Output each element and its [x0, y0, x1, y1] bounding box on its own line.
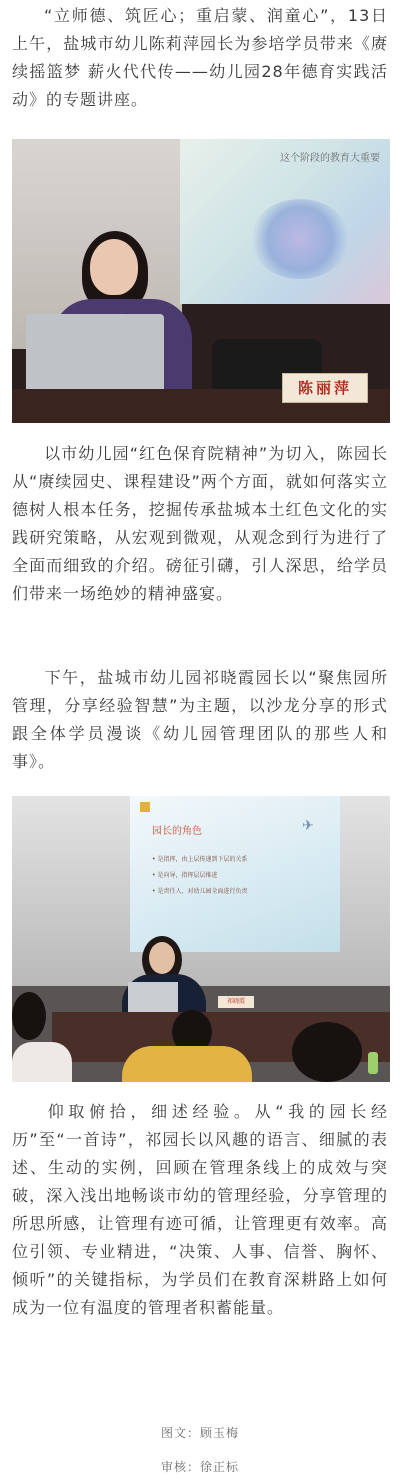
- screen-line: • 是指挥，由上层传递到下层的关系: [152, 856, 248, 863]
- speaker-nameplate: 陈丽萍: [282, 373, 368, 403]
- lecture-photo: [12, 139, 390, 423]
- author-credit: 图文：顾玉梅: [160, 1426, 239, 1440]
- paragraph-4: 仰取俯拾，细述经验。从“我的园长经历”至“一首诗”，祁园长以风趣的语言、细腻的表述、生动的实例，回顾在管理条线上的成效与突破，深入浅出地畅谈市幼的管理经验，分享管理的所思所感，让管理有迹可循，让管理更有效率。高位引领、专业精进，“决策、人事、信誉、胸怀、倾听”的关键指标，为学员们在教育深耕路上如何成为一位有温度的管理者积蓄能量。: [12, 1102, 388, 1317]
- speaker-nameplate: 祁晓霞: [218, 996, 254, 1008]
- salon-photo: ✈ 园长的角色 • 是指挥，由上层传递到下层的关系 • 是向导，指挥层层推进 • 是责任人，对幼儿园全面进行负责 祁晓霞: [12, 796, 390, 1082]
- screen-text: 这个阶段的教育大重要: [280, 153, 380, 164]
- paragraph-3: 下午，盐城市幼儿园祁晓霞园长以“聚焦园所管理，分享经验智慧”为主题，以沙龙分享的形式跟全体学员漫谈《幼儿园管理团队的那些人和事》。: [12, 668, 388, 771]
- paragraph-2: 以市幼儿园“红色保育院精神”为切入，陈园长从“赓续园史、课程建设”两个方面，就如何落实立德树人根本任务，挖掘传承盐城本土红色文化的实践研究策略，从宏观到微观，从观念到行为进行了全面而细致的介绍。磅征引礴，引人深思，给学员们带来一场绝妙的精神盛宴。: [12, 444, 388, 603]
- paragraph-1: “立师德、筑匠心；重启蒙、润童心”，13日上午，盐城市幼儿陈莉萍园长为参培学员带来《赓续摇篮梦 薪火代代传——幼儿园28年德育实践活动》的专题讲座。: [12, 6, 388, 109]
- screen-line: • 是向导，指挥层层推进: [152, 872, 218, 879]
- screen-line: • 是责任人，对幼儿园全面进行负责: [152, 888, 248, 895]
- reviewer-credit: 审核：徐正标: [160, 1460, 239, 1474]
- screen-title: 园长的角色: [152, 826, 202, 837]
